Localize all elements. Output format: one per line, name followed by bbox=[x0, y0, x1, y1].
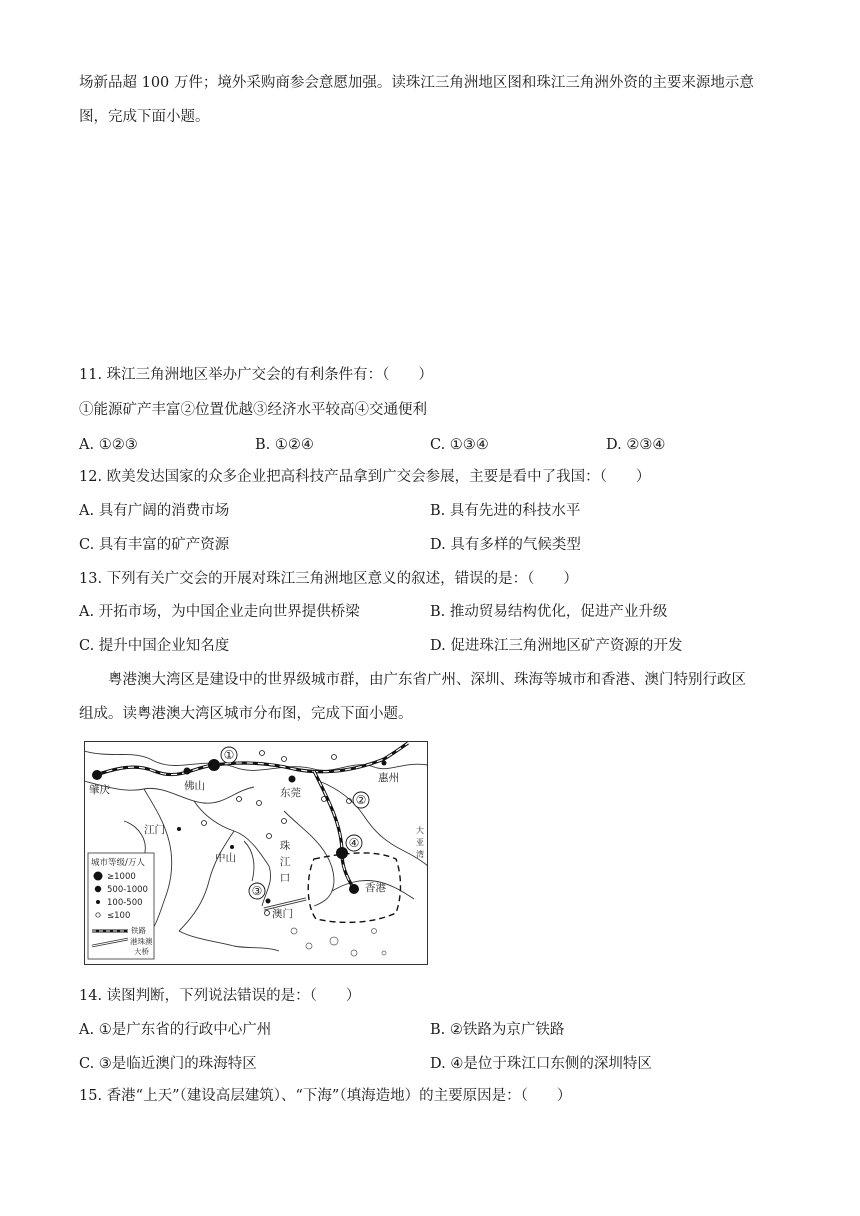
legend-level-4: ≤100 bbox=[107, 911, 131, 921]
bay-label-3: 湾 bbox=[416, 850, 424, 859]
q12-option-b: B. 具有先进的科技水平 bbox=[430, 503, 581, 519]
q11-stem: 11. 珠江三角洲地区举办广交会的有利条件有：（ ） bbox=[79, 367, 433, 383]
q11-option-b: B. ①②④ bbox=[255, 437, 314, 453]
legend-bridge-2: 大桥 bbox=[134, 947, 149, 956]
q14-option-c: C. ③是临近澳门的珠海特区 bbox=[79, 1056, 257, 1072]
label-zhaoqing: 肇庆 bbox=[89, 784, 110, 796]
label-huizhou: 惠州 bbox=[378, 772, 399, 784]
q12-option-d: D. 具有多样的气候类型 bbox=[430, 537, 581, 553]
city-dongguan-dot bbox=[289, 776, 296, 783]
label-jiangmen: 江门 bbox=[144, 824, 165, 836]
river-label-1: 珠 bbox=[279, 840, 291, 852]
q14-stem: 14. 读图判断，下列说法错误的是：（ ） bbox=[79, 988, 361, 1004]
label-dongguan: 东莞 bbox=[280, 787, 301, 799]
legend-title: 城市等级/万人 bbox=[91, 858, 145, 868]
city-foshan-dot bbox=[184, 768, 191, 775]
river-label-2: 江 bbox=[279, 856, 291, 868]
bay-label-1: 大 bbox=[416, 826, 424, 835]
q11-option-a: A. ①②③ bbox=[79, 437, 138, 453]
passage2-line-2: 组成。读粤港澳大湾区城市分布图，完成下面小题。 bbox=[79, 706, 413, 722]
legend-level-2: 500-1000 bbox=[107, 885, 148, 895]
q12-stem: 12. 欧美发达国家的众多企业把高科技产品拿到广交会参展，主要是看中了我国：（ ） bbox=[79, 469, 651, 485]
q12-option-c: C. 具有丰富的矿产资源 bbox=[79, 537, 230, 553]
marker-4: ④ bbox=[348, 836, 360, 850]
city-guangzhou-dot bbox=[208, 759, 220, 771]
q13-option-b: B. 推动贸易结构优化，促进产业升级 bbox=[430, 604, 668, 620]
legend-railway: 铁路 bbox=[131, 926, 146, 935]
intro-line-1: 场新品超 100 万件；境外采购商参会意愿加强。读珠江三角洲地区图和珠江三角洲外资的主要来源地示意 bbox=[79, 75, 754, 91]
q13-stem: 13. 下列有关广交会的开展对珠江三角洲地区意义的叙述，错误的是：（ ） bbox=[79, 571, 578, 587]
q11-items: ①能源矿产丰富②位置优越③经济水平较高④交通便利 bbox=[79, 402, 427, 418]
legend-bridge-1: 港珠澳 bbox=[130, 937, 153, 946]
legend-level-3: 100-500 bbox=[107, 898, 143, 908]
q13-option-d: D. 促进珠江三角洲地区矿产资源的开发 bbox=[430, 638, 683, 654]
city-zhongshan-dot bbox=[230, 845, 234, 849]
city-jiangmen-dot bbox=[177, 827, 181, 831]
city-zhaoqing-dot bbox=[92, 770, 102, 780]
bay-area-city-map bbox=[84, 741, 428, 965]
q14-option-a: A. ①是广东省的行政中心广州 bbox=[79, 1022, 272, 1038]
map-legend bbox=[88, 853, 154, 959]
q14-option-b: B. ②铁路为京广铁路 bbox=[430, 1022, 565, 1038]
bay-label-2: 亚 bbox=[416, 838, 424, 847]
q11-option-d: D. ②③④ bbox=[606, 437, 666, 453]
intro-line-2: 图，完成下面小题。 bbox=[79, 109, 210, 125]
marker-1: ① bbox=[223, 748, 235, 762]
city-shenzhen-dot bbox=[336, 847, 348, 859]
river-label-3: 口 bbox=[279, 872, 291, 884]
label-macau: 澳门 bbox=[272, 908, 293, 920]
city-zhuhai-dot bbox=[266, 899, 271, 904]
label-foshan: 佛山 bbox=[184, 780, 205, 792]
city-hongkong-dot bbox=[349, 884, 359, 894]
legend-level-1: ≥1000 bbox=[107, 872, 136, 882]
label-zhongshan: 中山 bbox=[215, 852, 236, 864]
marker-2: ② bbox=[355, 793, 367, 807]
label-hongkong: 香港 bbox=[365, 882, 386, 894]
q11-option-c: C. ①③④ bbox=[430, 437, 489, 453]
passage2-line-1: 粤港澳大湾区是建设中的世界级城市群，由广东省广州、深圳、珠海等城市和香港、澳门特别行政区 bbox=[108, 672, 746, 688]
city-huizhou-dot bbox=[382, 761, 387, 766]
q12-option-a: A. 具有广阔的消费市场 bbox=[79, 503, 230, 519]
q15-stem: 15. 香港“上天”（建设高层建筑）、“下海”（填海造地）的主要原因是：（ ） bbox=[79, 1088, 572, 1104]
q14-option-d: D. ④是位于珠江口东侧的深圳特区 bbox=[430, 1056, 652, 1072]
q13-option-a: A. 开拓市场，为中国企业走向世界提供桥梁 bbox=[79, 604, 360, 620]
marker-3: ③ bbox=[251, 884, 263, 898]
q13-option-c: C. 提升中国企业知名度 bbox=[79, 638, 230, 654]
